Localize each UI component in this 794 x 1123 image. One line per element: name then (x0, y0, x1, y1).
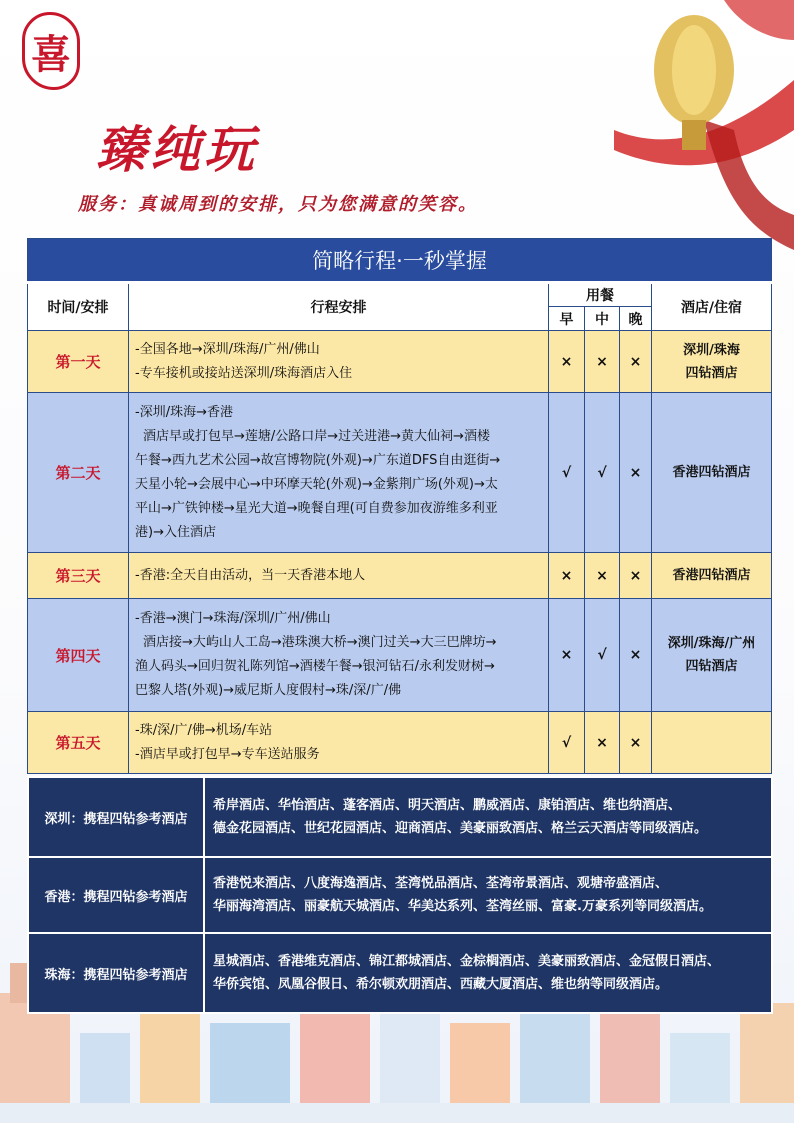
dinner-mark: × (620, 553, 652, 599)
schedule-line: -全国各地→深圳/珠海/广州/佛山 (135, 341, 320, 357)
header-dinner: 晚 (620, 307, 652, 331)
hotel-list (204, 857, 772, 933)
lunch-mark: × (585, 712, 620, 774)
day-schedule (129, 331, 549, 393)
city-label: 香港：携程四钻参考酒店 (28, 857, 204, 933)
breakfast-mark: × (549, 331, 585, 393)
hotel-list-line: 星城酒店、香港维克酒店、锦江都城酒店、金棕榈酒店、美豪丽致酒店、金冠假日酒店、 (213, 954, 721, 969)
schedule-line: -深圳/珠海→香港 (135, 404, 233, 420)
ribbon-trophy-decoration (574, 0, 794, 260)
city-label: 深圳：携程四钻参考酒店 (28, 777, 204, 857)
header-schedule: 行程安排 (129, 283, 549, 331)
breakfast-mark: × (549, 599, 585, 712)
hotel-cell (652, 393, 772, 553)
hotel-cell (652, 712, 772, 774)
day-schedule (129, 599, 549, 712)
schedule-line: -香港:全天自由活动，当一天香港本地人 (135, 567, 366, 583)
hotel-list (204, 933, 772, 1013)
dinner-mark: × (620, 712, 652, 774)
lunch-mark: √ (585, 393, 620, 553)
reference-hotels-table (27, 776, 773, 1014)
hotel-list (204, 777, 772, 857)
city-label: 珠海：携程四钻参考酒店 (28, 933, 204, 1013)
hotel-line: 深圳/珠海/广州 (667, 636, 756, 651)
schedule-line: 酒店早或打包早→莲塘/公路口岸→过关进港→黄大仙祠→酒楼 (143, 428, 490, 444)
schedule-line: 渔人码头→回归贺礼陈列馆→酒楼午餐→银河钻石/永利发财树→ (135, 659, 495, 674)
hotel-line: 香港四钻酒店 (672, 465, 751, 480)
hotel-line: 香港四钻酒店 (672, 568, 751, 583)
lunch-mark: × (585, 331, 620, 393)
lunch-mark: × (585, 553, 620, 599)
dinner-mark: × (620, 331, 652, 393)
day-label: 第三天 (28, 553, 129, 599)
schedule-line: 平山→广铁钟楼→星光大道→晚餐自理(可自费参加夜游维多利亚 (135, 500, 498, 516)
xi-seal-stamp: 喜 (22, 12, 80, 90)
schedule-line: 港)→入住酒店 (135, 524, 216, 540)
day-label: 第四天 (28, 599, 129, 712)
header-breakfast: 早 (549, 307, 585, 331)
schedule-line: -珠/深/广/佛→机场/车站 (135, 722, 273, 738)
schedule-line: 巴黎人塔(外观)→威尼斯人度假村→珠/深/广/佛 (135, 683, 402, 698)
day-schedule (129, 393, 549, 553)
header-lunch: 中 (585, 307, 620, 331)
header-meals: 用餐 (549, 283, 652, 307)
breakfast-mark: × (549, 553, 585, 599)
itinerary-table (27, 238, 772, 774)
schedule-line: 午餐→西九艺术公园→故宫博物院(外观)→广东道DFS自由逛街→ (135, 452, 501, 468)
hotel-city-row (28, 933, 772, 1013)
day-schedule (129, 712, 549, 774)
day-row (28, 599, 772, 712)
hotel-line: 四钻酒店 (685, 659, 738, 674)
hotel-city-row (28, 777, 772, 857)
hotel-cell (652, 553, 772, 599)
day-label: 第五天 (28, 712, 129, 774)
hotel-list-line: 希岸酒店、华怡酒店、蓬客酒店、明天酒店、鹏威酒店、康铂酒店、维也纳酒店、 (213, 798, 682, 813)
hotel-cell (652, 599, 772, 712)
header-time: 时间/安排 (28, 283, 129, 331)
hotel-list-line: 华丽海湾酒店、丽豪航天城酒店、华美达系列、荃湾丝丽、富豪.万豪系列等同级酒店。 (213, 899, 712, 914)
day-row (28, 393, 772, 553)
header-hotel: 酒店/住宿 (652, 283, 772, 331)
brand-title: 臻纯玩 (96, 120, 258, 179)
breakfast-mark: √ (549, 712, 585, 774)
hotel-list-line: 德金花园酒店、世纪花园酒店、迎商酒店、美豪丽致酒店、格兰云天酒店等同级酒店。 (213, 821, 708, 836)
dinner-mark: × (620, 393, 652, 553)
day-label: 第一天 (28, 331, 129, 393)
day-row (28, 331, 772, 393)
schedule-line: -香港→澳门→珠海/深圳/广州/佛山 (135, 611, 331, 626)
day-row (28, 553, 772, 599)
day-row (28, 712, 772, 774)
hotel-list-line: 香港悦来酒店、八度海逸酒店、荃湾悦品酒店、荃湾帝景酒店、观塘帝盛酒店、 (213, 876, 669, 891)
schedule-line: -酒店早或打包早→专车送站服务 (135, 746, 320, 762)
schedule-line: -专车接机或接站送深圳/珠海酒店入住 (135, 365, 353, 381)
breakfast-mark: √ (549, 393, 585, 553)
day-label: 第二天 (28, 393, 129, 553)
hotel-list-line: 华侨宾馆、凤凰谷假日、希尔顿欢朋酒店、西藏大厦酒店、维也纳等同级酒店。 (213, 977, 669, 992)
hotel-line: 深圳/珠海 (683, 342, 740, 358)
hotel-line: 四钻酒店 (685, 365, 738, 381)
day-schedule (129, 553, 549, 599)
hotel-city-row (28, 857, 772, 933)
schedule-line: 酒店接→大屿山人工岛→港珠澳大桥→澳门过关→大三巴牌坊→ (143, 635, 497, 650)
lunch-mark: √ (585, 599, 620, 712)
dinner-mark: × (620, 599, 652, 712)
schedule-line: 天星小轮→会展中心→中环摩天轮(外观)→金紫荆广场(外观)→太 (135, 476, 498, 492)
hotel-cell (652, 331, 772, 393)
itinerary-title: 简略行程·一秒掌握 (28, 239, 772, 283)
service-slogan: 服务：真诚周到的安排，只为您满意的笑容。 (78, 194, 478, 215)
